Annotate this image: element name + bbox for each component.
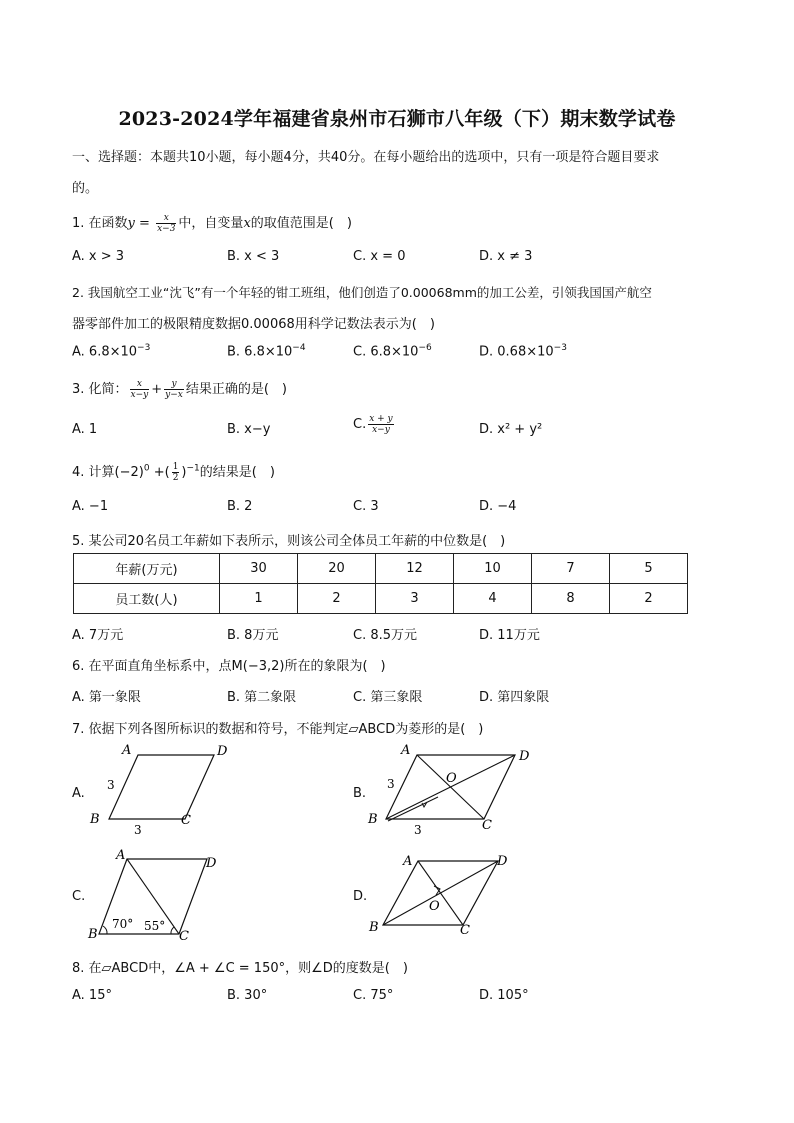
q3-pre: 3. 化简： <box>72 382 128 397</box>
q8-option-b[interactable]: B. 30° <box>227 988 268 1003</box>
table-cell: 12 <box>376 554 454 584</box>
q3-option-c-fraction <box>368 414 393 435</box>
equal-mark-tick <box>422 802 427 807</box>
q7-option-d[interactable]: D. <box>353 889 368 904</box>
table-cell: 2 <box>610 584 688 614</box>
label-c: C <box>482 818 492 833</box>
q5-option-b[interactable]: B. 8万元 <box>227 628 279 643</box>
q3-option-a[interactable]: A. 1 <box>72 422 98 437</box>
q3-option-b[interactable]: B. x−y <box>227 422 271 437</box>
figure-c <box>80 846 240 946</box>
q3-fraction-2 <box>164 379 184 400</box>
parallelogram-abcd <box>109 755 214 819</box>
question-7-stem: 7. 依据下列各图所标识的数据和符号，不能判定▱ABCD为菱形的是( ) <box>72 722 484 737</box>
table-cell: 2 <box>298 584 376 614</box>
question-5-stem: 5. 某公司20名员工年薪如下表所示，则该公司全体员工年薪的中位数是( ) <box>72 534 506 549</box>
q4-exp0: 0 <box>143 463 150 474</box>
side-bc-length: 3 <box>134 823 142 837</box>
table-cell: 员工数(人) <box>74 584 220 614</box>
q1-fraction <box>156 213 176 234</box>
q1-frac-den: x−3 <box>157 224 176 234</box>
q2-option-d-label: D. 0.68×10 <box>479 344 554 360</box>
table-cell: 8 <box>532 584 610 614</box>
q4-post: 的结果是( ) <box>199 465 275 480</box>
q3-plus: + <box>151 382 163 397</box>
q2-option-c-label: C. 6.8×10 <box>353 344 419 360</box>
q3-option-c-num: x + y <box>369 414 393 424</box>
q1-post1: 中，自变量 <box>178 216 244 231</box>
label-a: A <box>403 854 413 869</box>
q4-mid: +( <box>149 465 170 480</box>
q1-option-d[interactable]: D. x ≠ 3 <box>479 249 533 264</box>
q3-f1-num: x <box>130 379 150 390</box>
angle-b-value: 70° <box>112 917 134 931</box>
label-a: A <box>401 743 411 758</box>
label-c: C <box>181 813 191 828</box>
figure-b <box>360 740 550 840</box>
q1-option-c[interactable]: C. x = 0 <box>353 249 406 264</box>
figure-a <box>80 740 240 840</box>
question-8-stem: 8. 在▱ABCD中，∠A + ∠C = 150°，则∠D的度数是( ) <box>72 961 408 976</box>
q1-post2: 的取值范围是( ) <box>250 216 352 231</box>
section-heading-line1: 一、选择题：本题共10小题，每小题4分，共40分。在每小题给出的选项中，只有一项是符合题目要求 <box>72 150 660 165</box>
label-d: D <box>206 856 217 871</box>
figure-d <box>360 846 550 946</box>
table-cell: 20 <box>298 554 376 584</box>
q2-option-a-label: A. 6.8×10 <box>72 344 138 360</box>
q6-option-d[interactable]: D. 第四象限 <box>479 690 550 705</box>
q8-option-d[interactable]: D. 105° <box>479 988 529 1003</box>
table-cell: 10 <box>454 554 532 584</box>
q8-option-c[interactable]: C. 75° <box>353 988 394 1003</box>
question-2-line2: 器零部件加工的极限精度数据0.00068用科学记数法表示为( ) <box>72 317 435 332</box>
q5-option-c[interactable]: C. 8.5万元 <box>353 628 418 643</box>
label-b: B <box>368 812 378 827</box>
q2-option-a-exp: −3 <box>137 343 151 353</box>
q3-option-d[interactable]: D. x² + y² <box>479 422 543 437</box>
table-row <box>74 554 688 584</box>
q3-option-c-den: x−y <box>372 425 390 435</box>
table-cell: 1 <box>220 584 298 614</box>
table-cell: 3 <box>376 584 454 614</box>
label-d: D <box>497 854 508 869</box>
label-b: B <box>369 920 379 935</box>
label-a: A <box>116 848 126 863</box>
q2-option-b-exp: −4 <box>292 343 306 353</box>
table-cell: 30 <box>220 554 298 584</box>
q2-option-a[interactable] <box>72 343 150 359</box>
label-c: C <box>460 923 470 938</box>
q5-option-d[interactable]: D. 11万元 <box>479 628 540 643</box>
q4-frac-den: 2 <box>172 473 179 483</box>
label-b: B <box>88 927 98 942</box>
diagonal-bd <box>386 755 515 819</box>
side-ab-length: 3 <box>107 778 115 792</box>
q1-y: y <box>127 216 135 231</box>
label-d: D <box>217 744 228 759</box>
q2-option-c-exp: −6 <box>418 343 432 353</box>
q6-option-a[interactable]: A. 第一象限 <box>72 690 141 705</box>
q6-option-c[interactable]: C. 第三象限 <box>353 690 423 705</box>
question-2-line1: 2. 我国航空工业“沈飞”有一个年轻的钳工班组，他们创造了0.00068mm的加工公差，引领我国国产航空 <box>72 285 652 300</box>
q2-option-d[interactable] <box>479 343 567 359</box>
q3-post: 结果正确的是( ) <box>185 382 288 397</box>
q7-option-c[interactable]: C. <box>72 889 86 904</box>
q1-option-a[interactable]: A. x > 3 <box>72 249 125 264</box>
angle-acb-arc <box>171 927 174 934</box>
q4-close: ) <box>181 465 187 480</box>
q8-option-a[interactable]: A. 15° <box>72 988 112 1003</box>
table-cell: 5 <box>610 554 688 584</box>
q7-option-b[interactable]: B. <box>353 786 367 801</box>
q3-f1-den: x−y <box>130 390 149 400</box>
q7-option-a[interactable]: A. <box>72 786 85 801</box>
q1-eq: = <box>134 216 155 231</box>
q3-f2-num: y <box>164 379 184 390</box>
q3-f2-den: y−x <box>165 390 183 400</box>
angle-b-arc <box>103 926 107 934</box>
q2-option-b-label: B. 6.8×10 <box>227 344 293 360</box>
page-title: 2023-2024学年福建省泉州市石狮市八年级（下）期末数学试卷 <box>118 108 676 130</box>
label-o: O <box>429 899 440 914</box>
side-ab-length: 3 <box>387 777 395 791</box>
table-cell: 7 <box>532 554 610 584</box>
section-heading-line2: 的。 <box>72 181 99 196</box>
label-a: A <box>122 743 132 758</box>
salary-table <box>73 553 688 614</box>
q4-option-c[interactable]: C. 3 <box>353 499 379 514</box>
q1-frac-num: x <box>156 213 176 224</box>
question-4-stem <box>72 461 275 483</box>
table-row <box>74 584 688 614</box>
q4-pre: 4. 计算(−2) <box>72 465 144 480</box>
label-c: C <box>179 929 189 944</box>
q1-option-b[interactable]: B. x < 3 <box>227 249 280 264</box>
q4-frac-num: 1 <box>172 462 179 472</box>
q3-option-c[interactable] <box>353 414 396 435</box>
q4-option-d[interactable]: D. −4 <box>479 499 517 514</box>
q1-x: x <box>243 216 251 231</box>
question-3-stem <box>72 378 287 400</box>
q5-option-a[interactable]: A. 7万元 <box>72 628 124 643</box>
label-d: D <box>519 749 530 764</box>
q2-option-c[interactable] <box>353 343 432 359</box>
angle-acb-value: 55° <box>144 919 166 933</box>
q4-fraction <box>172 462 180 483</box>
q4-option-a[interactable]: A. −1 <box>72 499 109 514</box>
q4-exp1: −1 <box>186 463 200 474</box>
q3-option-c-label: C. <box>353 417 367 432</box>
table-cell: 4 <box>454 584 532 614</box>
q1-pre: 1. 在函数 <box>72 216 128 231</box>
question-1-stem <box>72 212 352 234</box>
q2-option-b[interactable] <box>227 343 306 359</box>
label-o: O <box>446 771 457 786</box>
q2-option-d-exp: −3 <box>553 343 567 353</box>
q6-option-b[interactable]: B. 第二象限 <box>227 690 297 705</box>
q3-fraction-1 <box>130 379 150 400</box>
q4-option-b[interactable]: B. 2 <box>227 499 253 514</box>
label-b: B <box>90 812 100 827</box>
question-6-stem: 6. 在平面直角坐标系中，点M(−3,2)所在的象限为( ) <box>72 659 386 674</box>
side-bc-length: 3 <box>414 823 422 837</box>
table-cell: 年薪(万元) <box>74 554 220 584</box>
